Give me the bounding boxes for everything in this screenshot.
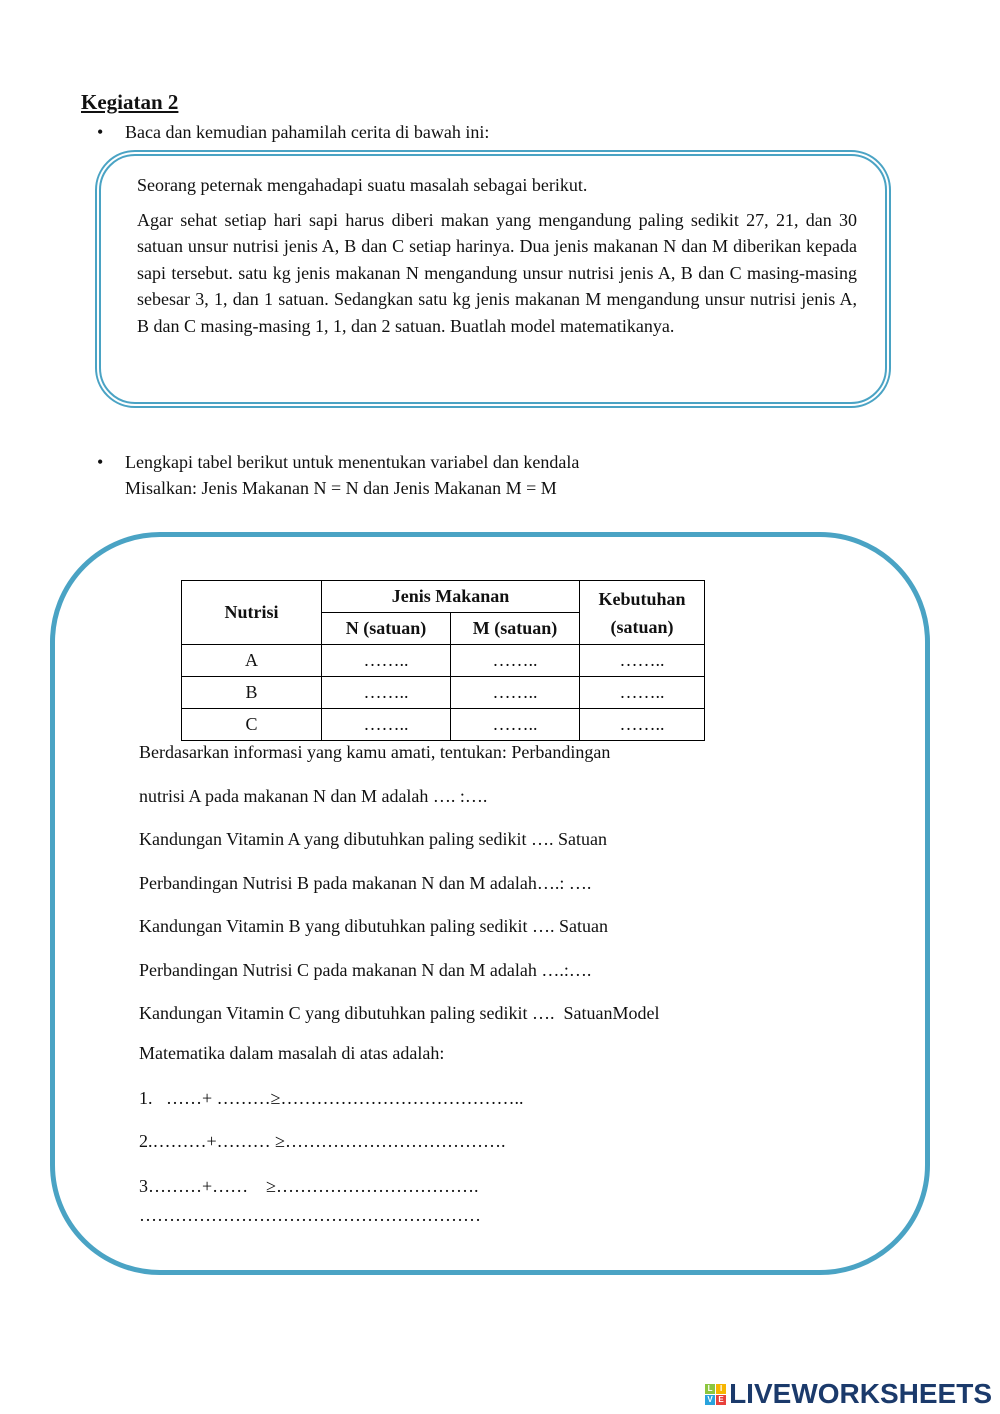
story-body: Agar sehat setiap hari sapi harus diberi makan yang mengandung paling sedikit 27, 21, dan 30 satuan unsur nutrisi jenis A, B dan C setiap harinya. Dua jenis makanan N dan M diberikan kepada sapi tersebut. satu kg jenis makanan N mengandung unsur nutrisi jenis A, B dan C masing-masing sebesar 3, 1, dan 1 satuan. Sedangkan satu kg jenis makanan M mengandung unsur nutrisi jenis A, B dan C masing-masing 1, 1, dan 2 satuan. Buatlah model matematikanya. — [137, 209, 857, 336]
instruction-2: • Lengkapi tabel berikut untuk menentukan variabel dan kendala — [97, 452, 580, 472]
inequality-1[interactable]: 1. ……+ ………≥………………………………….. — [139, 1088, 524, 1108]
inequality-2[interactable]: 2.………+……… ≥………………………………. — [139, 1131, 506, 1151]
instruction-2-sub: Misalkan: Jenis Makanan N = N dan Jenis Makanan M = M — [125, 478, 557, 498]
logo-tile: E — [716, 1395, 726, 1405]
question-line[interactable]: Kandungan Vitamin C yang dibutuhkan paling sedikit …. SatuanModel — [139, 1003, 660, 1023]
question-line: Matematika dalam masalah di atas adalah: — [139, 1043, 445, 1063]
cell-nutrisi: B — [182, 677, 322, 709]
cell-nutrisi: C — [182, 709, 322, 741]
cell-nutrisi: A — [182, 645, 322, 677]
question-line[interactable]: nutrisi A pada makanan N dan M adalah …. :…. — [139, 786, 488, 806]
question-line: Berdasarkan informasi yang kamu amati, tentukan: Perbandingan — [139, 742, 611, 762]
logo-text: LIVEWORKSHEETS — [729, 1378, 992, 1409]
question-line[interactable]: Kandungan Vitamin A yang dibutuhkan paling sedikit …. Satuan — [139, 829, 608, 849]
logo-tile: L — [705, 1384, 715, 1394]
logo-tile: V — [705, 1395, 715, 1405]
cell-m[interactable]: …….. — [451, 709, 580, 741]
story-text — [137, 172, 857, 347]
table-row — [182, 677, 705, 709]
header-n: N (satuan) — [322, 613, 451, 645]
header-kebutuhan — [580, 581, 705, 645]
cell-kebutuhan[interactable]: …….. — [580, 645, 705, 677]
logo-tile: I — [716, 1384, 726, 1394]
header-jenis-makanan: Jenis Makanan — [322, 581, 580, 613]
answer-line[interactable]: ………………………………………………… — [139, 1205, 481, 1225]
question-line[interactable]: Perbandingan Nutrisi C pada makanan N dan M adalah ….:…. — [139, 960, 592, 980]
section-title: Kegiatan 2 — [81, 90, 179, 114]
instruction-1-text: Baca dan kemudian pahamilah cerita di bawah ini: — [125, 122, 490, 142]
story-intro: Seorang peternak mengahadapi suatu masalah sebagai berikut. — [137, 175, 588, 195]
liveworksheets-logo — [705, 1378, 992, 1410]
question-line[interactable]: Kandungan Vitamin B yang dibutuhkan paling sedikit …. Satuan — [139, 916, 609, 936]
cell-kebutuhan[interactable]: …….. — [580, 677, 705, 709]
cell-n[interactable]: …….. — [322, 645, 451, 677]
nutrition-table — [181, 580, 705, 741]
instruction-1: • Baca dan kemudian pahamilah cerita di bawah ini: — [97, 122, 490, 142]
header-nutrisi: Nutrisi — [182, 581, 322, 645]
cell-m[interactable]: …….. — [451, 645, 580, 677]
instruction-2-text: Lengkapi tabel berikut untuk menentukan variabel dan kendala — [125, 452, 580, 472]
cell-n[interactable]: …….. — [322, 677, 451, 709]
cell-kebutuhan[interactable]: …….. — [580, 709, 705, 741]
inequality-3[interactable]: 3………+…… ≥……………………………. — [139, 1176, 479, 1196]
question-line[interactable]: Perbandingan Nutrisi B pada makanan N dan M adalah….: …. — [139, 873, 592, 893]
table-row — [182, 645, 705, 677]
logo-tiles-icon — [705, 1384, 726, 1405]
header-kebutuhan-2: (satuan) — [610, 616, 674, 637]
cell-m[interactable]: …….. — [451, 677, 580, 709]
header-m: M (satuan) — [451, 613, 580, 645]
header-kebutuhan-1: Kebutuhan — [598, 588, 686, 609]
table-row — [182, 709, 705, 741]
cell-n[interactable]: …….. — [322, 709, 451, 741]
